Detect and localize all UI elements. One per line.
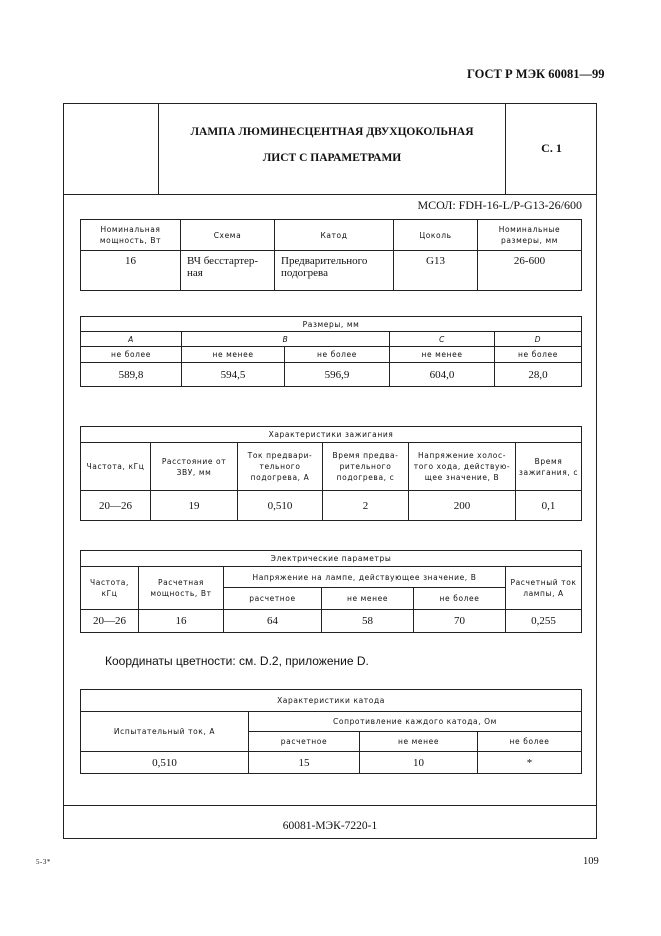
el-value-power: 16: [139, 610, 224, 633]
cath-header-resistance: Сопротивление каждого катода, Ом: [249, 712, 582, 732]
cell-scheme: ВЧ бесстартер-ная: [181, 251, 275, 291]
header-cathode: Катод: [275, 220, 394, 251]
electrical-table: [80, 550, 582, 633]
ign-header-frequency: Частота, кГц: [81, 443, 151, 491]
ign-value-voltage: 200: [409, 491, 516, 521]
el-sub-min: не менее: [322, 588, 414, 610]
cath-value-min: 10: [360, 752, 478, 774]
footer-divider: [63, 805, 597, 806]
ign-header-ignition-time: Время зажигания, с: [516, 443, 582, 491]
cath-sub-min: не менее: [360, 732, 478, 752]
cell-cathode: Предварительного подогрева: [275, 251, 394, 291]
dim-value-a: 589,8: [81, 363, 182, 387]
cathode-caption: Характеристики катода: [81, 690, 582, 712]
el-header-voltage: Напряжение на лампе, действующее значение, В: [224, 567, 506, 588]
dim-sub-b-min: не менее: [182, 347, 285, 363]
header-dimensions: Номинальные размеры, мм: [478, 220, 582, 251]
sheet-number: С. 1: [541, 141, 562, 155]
cath-header-test-current: Испытательный ток, А: [81, 712, 249, 752]
ign-value-preheat-current: 0,510: [238, 491, 323, 521]
cell-cap: G13: [394, 251, 478, 291]
ign-header-preheat-time: Время предва-рительного подогрева, с: [323, 443, 409, 491]
el-value-frequency: 20—26: [81, 610, 139, 633]
ign-header-preheat-current: Ток предвари-тельного подогрева, А: [238, 443, 323, 491]
footer-code: 60081-МЭК-7220-1: [282, 820, 378, 832]
dim-col-b: B: [182, 332, 390, 347]
ign-value-ignition-time: 0,1: [516, 491, 582, 521]
dim-value-c: 604,0: [390, 363, 495, 387]
dim-sub-b-max: не более: [285, 347, 390, 363]
el-value-voltage-min: 58: [322, 610, 414, 633]
el-value-voltage-nominal: 64: [224, 610, 322, 633]
electrical-caption: Электрические параметры: [81, 551, 582, 567]
el-sub-nominal: расчетное: [224, 588, 322, 610]
cath-value-max: *: [478, 752, 582, 774]
cath-value-nominal: 15: [249, 752, 360, 774]
document-code: ГОСТ Р МЭК 60081—99: [467, 67, 605, 81]
ignition-caption: Характеристики зажигания: [81, 427, 582, 443]
ign-value-frequency: 20—26: [81, 491, 151, 521]
dim-value-b-max: 596,9: [285, 363, 390, 387]
dimensions-caption: Размеры, мм: [81, 317, 582, 332]
header-scheme: Схема: [181, 220, 275, 251]
header-power: Номинальная мощность, Вт: [81, 220, 181, 251]
title-divider-left: [158, 103, 159, 195]
ign-value-distance: 19: [151, 491, 238, 521]
el-sub-max: не более: [414, 588, 506, 610]
ign-header-voltage: Напряжение холос-того хода, действую-щее значение, В: [409, 443, 516, 491]
general-table: [80, 219, 582, 291]
cath-value-test-current: 0,510: [81, 752, 249, 774]
cell-power: 16: [81, 251, 181, 291]
chromaticity-note: Координаты цветности: см. D.2, приложение D.: [105, 654, 369, 668]
ign-header-distance: Расстояние от ЗВУ, мм: [151, 443, 238, 491]
cell-dimensions: 26-600: [478, 251, 582, 291]
dim-value-d: 28,0: [495, 363, 582, 387]
cath-sub-max: не более: [478, 732, 582, 752]
dim-col-c: C: [390, 332, 495, 347]
el-header-power: Расчетная мощность, Вт: [139, 567, 224, 610]
title-line-1: ЛАМПА ЛЮМИНЕСЦЕНТНАЯ ДВУХЦОКОЛЬНАЯ: [190, 126, 474, 138]
lamp-designation: МСОЛ: FDH-16-L/P-G13-26/600: [417, 198, 582, 212]
el-value-current: 0,255: [506, 610, 582, 633]
dim-sub-c: не менее: [390, 347, 495, 363]
ign-value-preheat-time: 2: [323, 491, 409, 521]
page-number: 109: [583, 856, 599, 867]
dim-sub-a: не более: [81, 347, 182, 363]
dim-sub-d: не более: [495, 347, 582, 363]
dim-col-a: A: [81, 332, 182, 347]
printer-signature: 5-3*: [36, 858, 51, 866]
ignition-table: [80, 426, 582, 521]
el-value-voltage-max: 70: [414, 610, 506, 633]
cathode-table: [80, 689, 582, 774]
dim-value-b-min: 594,5: [182, 363, 285, 387]
title-line-2: ЛИСТ С ПАРАМЕТРАМИ: [262, 152, 402, 164]
cath-sub-nominal: расчетное: [249, 732, 360, 752]
el-header-current: Расчетный ток лампы, А: [506, 567, 582, 610]
dim-col-d: D: [495, 332, 582, 347]
el-header-frequency: Частота, кГц: [81, 567, 139, 610]
dimensions-table: [80, 316, 582, 387]
header-cap: Цоколь: [394, 220, 478, 251]
